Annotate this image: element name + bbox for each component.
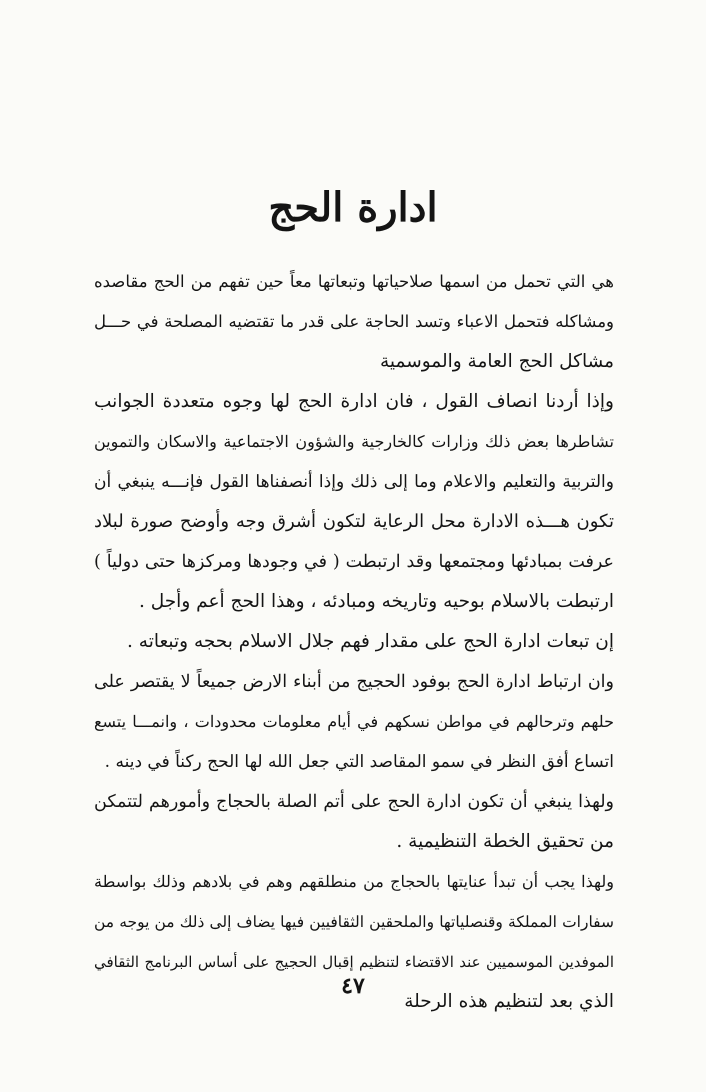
- text-line: وان ارتباط ادارة الحج بوفود الحجيج من أبناء الارض جميعاً لا يقتصر على: [94, 672, 614, 692]
- text-line: مشاكل الحج العامة والموسمية: [380, 351, 614, 372]
- text-line: تكون هـــذه الادارة محل الرعاية لتكون أشرق وجه وأوضح صورة لبلاد: [94, 511, 614, 532]
- text-line: الموفدين الموسميين عند الاقتضاء لتنظيم إقبال الحجيج على أساس البرنامج الثقافي: [94, 953, 614, 971]
- text-line: اتساع أفق النظر في سمو المقاصد التي جعل الله لها الحج ركناً في دينه .: [104, 752, 614, 772]
- text-line: ولهذا ينبغي أن تكون ادارة الحج على أتم الصلة بالحجاج وأمورهم لتتمكن: [94, 792, 614, 812]
- text-line: هي التي تحمل من اسمها صلاحياتها وتبعاتها معاً حين تفهم من الحج مقاصده: [94, 272, 614, 291]
- text-line: ومشاكله فتحمل الاعباء وتسد الحاجة على قدر ما تقتضيه المصلحة في حـــل: [94, 312, 614, 331]
- body-text: [94, 262, 614, 1022]
- text-line: الذي بعد لتنظيم هذه الرحلة: [404, 991, 614, 1012]
- text-line: والتربية والتعليم والاعلام وما إلى ذلك وإذا أنصفناها القول فإنـــه ينبغي أن: [94, 472, 614, 492]
- page-title: ادارة الحج: [268, 184, 438, 231]
- text-line: وإذا أردنا انصاف القول ، فان ادارة الحج لها وجوه متعددة الجوانب: [94, 391, 614, 412]
- text-line: ارتبطت بالاسلام بوحيه وتاريخه ومبادئه ، وهذا الحج أعم وأجل .: [138, 591, 614, 612]
- text-line: سفارات المملكة وقنصلياتها والملحقين الثقافيين فيها يضاف إلى ذلك من يوجه من: [94, 913, 614, 931]
- page-number: ٤٧: [341, 973, 365, 999]
- text-line: تشاطرها بعض ذلك وزارات كالخارجية والشؤون الاجتماعية والاسكان والتموين: [94, 432, 614, 451]
- text-line: عرفت بمبادئها ومجتمعها وقد ارتبطت ( في وجودها ومركزها حتى دولياً ): [94, 552, 614, 572]
- text-line: ولهذا يجب أن تبدأ عنايتها بالحجاج من منطلقهم وهم في بلادهم وذلك بواسطة: [94, 872, 614, 891]
- text-line: حلهم وترحالهم في مواطن نسكهم في أيام معلومات محدودات ، وانمـــا يتسع: [94, 712, 614, 731]
- text-line: من تحقيق الخطة التنظيمية .: [396, 831, 614, 852]
- text-line: إن تبعات ادارة الحج على مقدار فهم جلال الاسلام بحجه وتبعاته .: [127, 631, 614, 652]
